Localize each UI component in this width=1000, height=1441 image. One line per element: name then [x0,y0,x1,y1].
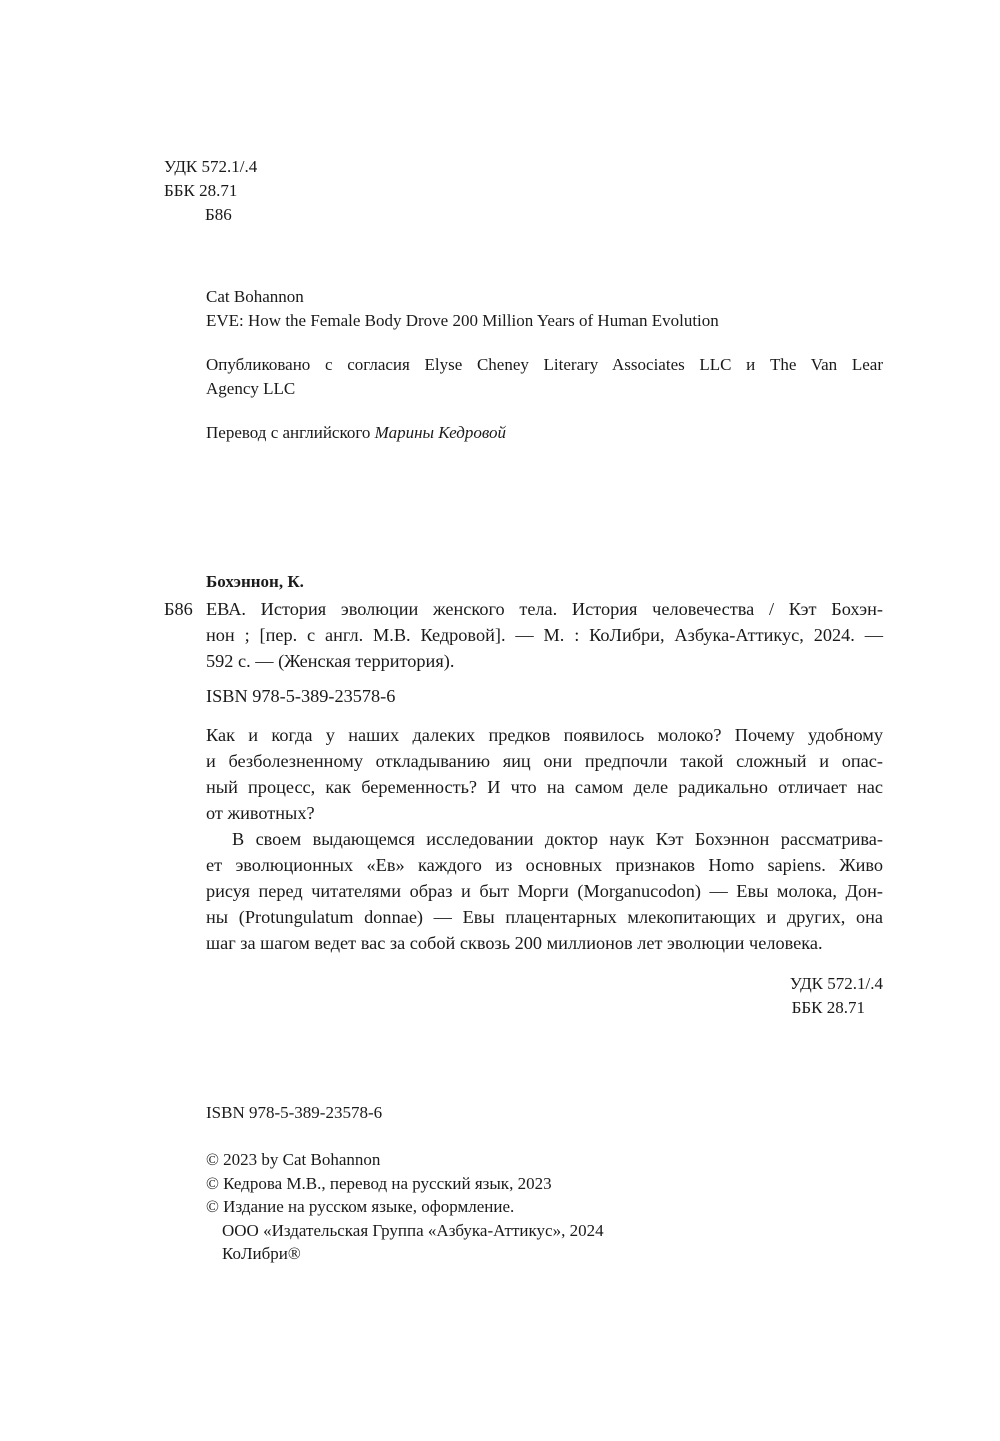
catalog-desc-line-1: ЕВА. История эволюции женского тела. История человечества / Кэт Бохэн- [206,599,883,619]
copyright-line-2: © Кедрова М.В., перевод на русский язык, 2023 [206,1173,552,1193]
bbk-code: ББК 28.71 [164,181,238,200]
annotation-p2-line-2: ет эволюционных «Ев» каждого из основных признаков Homo sapiens. Живо [206,855,883,875]
bottom-classification-codes [700,972,883,1020]
annotation-p1-line-4: от животных? [206,803,315,823]
translation-prefix: Перевод с английского [206,423,371,442]
copyright-line-1: © 2023 by Cat Bohannon [206,1150,381,1169]
rights-line-1: Опубликовано с согласия Elyse Cheney Literary Associates LLC и The Van Lear [206,355,883,374]
udk-code: УДК 572.1/.4 [164,157,258,176]
original-title: EVE: How the Female Body Drove 200 Million Years of Human Evolution [206,311,719,330]
rights-line-2: Agency LLC [206,379,296,398]
translation-credit [206,421,506,445]
copyright-line-3: © Издание на русском языке, оформление. [206,1197,515,1216]
catalog-mark: Б86 [164,599,193,619]
rights-notice [206,353,883,401]
annotation-p2-line-4: ны (Protungulatum donnae) — Евы плацентарных млекопитающих и других, она [206,907,883,927]
original-author: Cat Bohannon [206,287,304,306]
original-edition-info [206,285,719,333]
catalog-description [206,596,883,674]
bottom-udk-code: УДК 572.1/.4 [789,974,883,993]
author-mark: Б86 [205,205,232,224]
annotation-p2-line-3: рисуя перед читателями образ и быт Морги (Morganucodon) — Евы молока, Дон- [206,881,883,901]
publisher-line-2: КоЛибри® [222,1244,301,1263]
copyright-block [206,1148,604,1266]
catalog-heading: Бохэннон, К. [206,572,304,591]
annotation-p1-line-2: и безболезненному откладыванию яиц они предпочли такой сложный и опас- [206,751,883,771]
annotation-p1-line-1: Как и когда у наших далеких предков появилось молоко? Почему удобному [206,725,883,745]
annotation-p2-line-1: В своем выдающемся исследовании доктор наук Кэт Бохэннон рассматрива- [232,829,883,849]
bottom-bbk-code: ББК 28.71 [791,998,865,1017]
top-classification-codes [164,155,257,227]
annotation-p1-line-3: ный процесс, как беременность? И что на самом деле радикально отличает нас [206,777,883,797]
translator-name: Марины Кедровой [374,423,507,442]
catalog-desc-line-3: 592 с. — (Женская территория). [206,651,455,671]
catalog-isbn: ISBN 978-5-389-23578-6 [206,686,396,706]
footer-isbn: ISBN 978-5-389-23578-6 [206,1103,383,1122]
catalog-desc-line-2: нон ; [пер. с англ. М.В. Кедровой]. — М. : КоЛибри, Азбука-Аттикус, 2024. — [206,625,883,645]
annotation [206,722,883,956]
publisher-line-1: ООО «Издательская Группа «Азбука-Аттикус», 2024 [222,1220,604,1240]
annotation-p2-line-5: шаг за шагом ведет вас за собой сквозь 200 миллионов лет эволюции человека. [206,933,823,953]
